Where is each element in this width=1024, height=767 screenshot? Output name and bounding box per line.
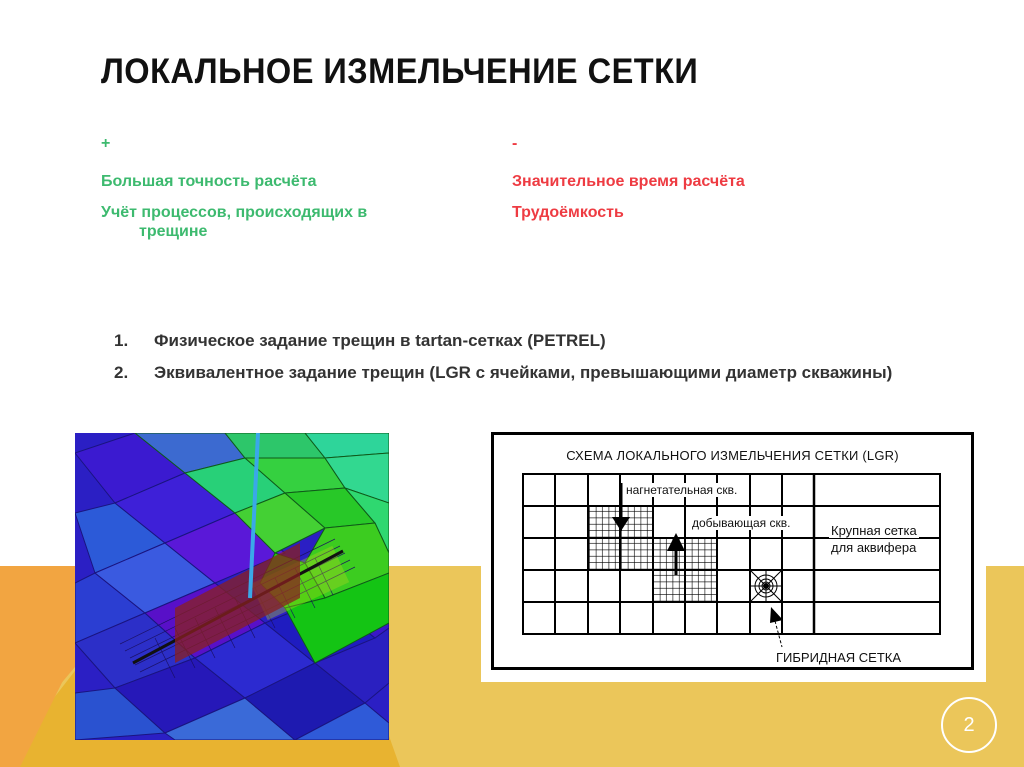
lgr-diagram-panel [481, 425, 986, 682]
injector-well-label: нагнетательная скв. [626, 483, 738, 497]
pros-item: Учёт процессов, происходящих в трещине [101, 204, 368, 240]
cons-sign: - [512, 135, 518, 152]
pros-sign: + [101, 135, 111, 152]
pros-item: Большая точность расчёта [101, 173, 317, 190]
lgr-diagram-title: СХЕМА ЛОКАЛЬНОГО ИЗМЕЛЬЧЕНИЯ СЕТКИ (LGR) [566, 448, 899, 463]
cons-item: Трудоёмкость [512, 204, 624, 221]
aquifer-label-line2: для аквифера [831, 540, 917, 555]
pros-column [101, 134, 367, 253]
methods-list-item: 1. Физическое задание трещин в tartan-сетках (PETREL) [114, 331, 606, 350]
tartan-grid-3d-image [75, 433, 389, 740]
hybrid-grid-label: ГИБРИДНАЯ СЕТКА [776, 650, 902, 665]
methods-list [114, 330, 944, 394]
slide-title: ЛОКАЛЬНОЕ ИЗМЕЛЬЧЕНИЕ СЕТКИ [101, 52, 699, 91]
producer-well-label: добывающая скв. [692, 516, 791, 530]
methods-list-item: 2. Эквивалентное задание трещин (LGR с ячейками, превышающими диаметр скважины) [114, 363, 893, 382]
cons-item: Значительное время расчёта [512, 173, 745, 190]
cons-column [512, 134, 745, 234]
aquifer-label-line1: Крупная сетка [831, 523, 917, 538]
page-number-badge: 2 [941, 697, 997, 753]
lgr-diagram [491, 432, 974, 670]
